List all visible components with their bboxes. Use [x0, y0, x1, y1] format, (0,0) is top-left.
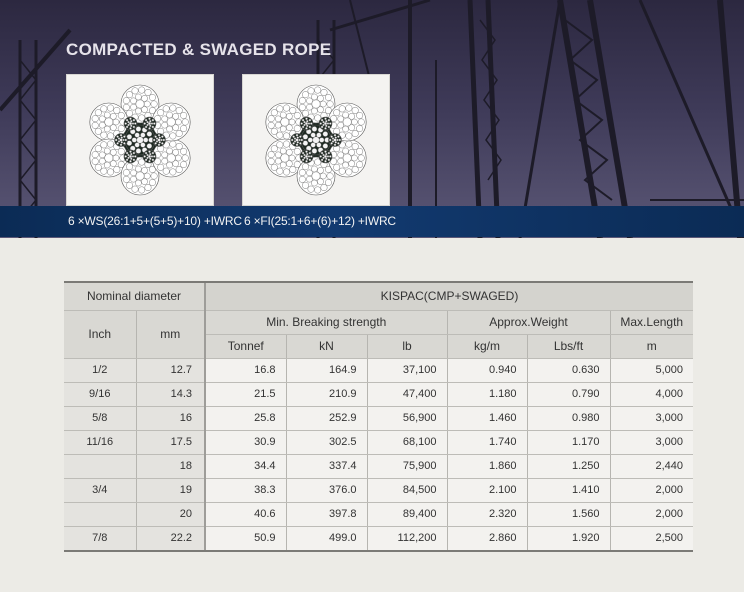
unit-kn: kN: [286, 335, 367, 359]
cell-kgm: 1.460: [447, 407, 527, 431]
cell-lb: 89,400: [367, 503, 447, 527]
cell-kgm: 1.740: [447, 431, 527, 455]
cell-lbsft: 1.250: [527, 455, 610, 479]
table-row: [64, 383, 693, 407]
rope-fi-icon: [243, 75, 389, 205]
cell-tonnef: 30.9: [205, 431, 286, 455]
header-product: KISPAC(CMP+SWAGED): [205, 282, 693, 311]
spec-table: [64, 281, 693, 552]
rope-cross-section-fi: [242, 74, 390, 206]
cell-inch: 7/8: [64, 527, 136, 552]
cell-mm: 19: [136, 479, 205, 503]
unit-m: m: [610, 335, 693, 359]
cell-lb: 84,500: [367, 479, 447, 503]
cell-tonnef: 38.3: [205, 479, 286, 503]
cell-lbsft: 0.630: [527, 359, 610, 383]
cell-lbsft: 0.790: [527, 383, 610, 407]
cell-tonnef: 40.6: [205, 503, 286, 527]
table-row: [64, 431, 693, 455]
cell-max-length: 2,000: [610, 479, 693, 503]
header-max-length: Max.Length: [610, 311, 693, 335]
cell-max-length: 2,440: [610, 455, 693, 479]
hero-title: COMPACTED & SWAGED ROPE: [66, 40, 332, 59]
cell-mm: 22.2: [136, 527, 205, 552]
cell-tonnef: 21.5: [205, 383, 286, 407]
rope-caption-fi: 6 ×FI(25:1+6+(6)+12) +IWRC: [244, 214, 396, 228]
cell-kgm: 2.320: [447, 503, 527, 527]
header-breaking-strength: Min. Breaking strength: [205, 311, 447, 335]
cell-inch: [64, 503, 136, 527]
cell-tonnef: 16.8: [205, 359, 286, 383]
cell-kn: 397.8: [286, 503, 367, 527]
cell-tonnef: 50.9: [205, 527, 286, 552]
cell-mm: 12.7: [136, 359, 205, 383]
cell-inch: 3/4: [64, 479, 136, 503]
header-mm: mm: [136, 311, 205, 359]
cell-lbsft: 1.920: [527, 527, 610, 552]
cell-lbsft: 1.410: [527, 479, 610, 503]
cell-inch: [64, 455, 136, 479]
cell-mm: 16: [136, 407, 205, 431]
table-row: [64, 359, 693, 383]
cell-max-length: 2,500: [610, 527, 693, 552]
unit-lb: lb: [367, 335, 447, 359]
cell-kgm: 2.860: [447, 527, 527, 552]
cell-max-length: 4,000: [610, 383, 693, 407]
rope-ws-icon: [67, 75, 213, 205]
cell-tonnef: 34.4: [205, 455, 286, 479]
cell-lb: 75,900: [367, 455, 447, 479]
rope-cross-section-ws: [66, 74, 214, 206]
header-inch: Inch: [64, 311, 136, 359]
cell-kgm: 1.860: [447, 455, 527, 479]
cell-mm: 20: [136, 503, 205, 527]
cell-kgm: 2.100: [447, 479, 527, 503]
table-row: [64, 479, 693, 503]
table-row: [64, 455, 693, 479]
cell-lb: 56,900: [367, 407, 447, 431]
header-nominal-diameter: Nominal diameter: [64, 282, 205, 311]
cell-inch: 5/8: [64, 407, 136, 431]
cell-inch: 9/16: [64, 383, 136, 407]
cell-kn: 499.0: [286, 527, 367, 552]
unit-lbsft: Lbs/ft: [527, 335, 610, 359]
cell-kn: 164.9: [286, 359, 367, 383]
cell-lb: 47,400: [367, 383, 447, 407]
table-row: [64, 503, 693, 527]
cell-lbsft: 1.170: [527, 431, 610, 455]
cell-kgm: 1.180: [447, 383, 527, 407]
cell-kgm: 0.940: [447, 359, 527, 383]
hero-banner: [0, 0, 744, 238]
cell-lb: 37,100: [367, 359, 447, 383]
cell-lb: 112,200: [367, 527, 447, 552]
cell-max-length: 2,000: [610, 503, 693, 527]
rope-caption-ws: 6 ×WS(26:1+5+(5+5)+10) +IWRC: [68, 214, 242, 228]
unit-kgm: kg/m: [447, 335, 527, 359]
cell-inch: 1/2: [64, 359, 136, 383]
cell-mm: 17.5: [136, 431, 205, 455]
cell-lb: 68,100: [367, 431, 447, 455]
cell-inch: 11/16: [64, 431, 136, 455]
table-row: [64, 527, 693, 552]
cell-tonnef: 25.8: [205, 407, 286, 431]
cell-max-length: 3,000: [610, 431, 693, 455]
cell-kn: 210.9: [286, 383, 367, 407]
unit-tonnef: Tonnef: [205, 335, 286, 359]
cell-max-length: 5,000: [610, 359, 693, 383]
cell-lbsft: 1.560: [527, 503, 610, 527]
cell-mm: 18: [136, 455, 205, 479]
cell-mm: 14.3: [136, 383, 205, 407]
cell-kn: 337.4: [286, 455, 367, 479]
cell-kn: 252.9: [286, 407, 367, 431]
cell-kn: 376.0: [286, 479, 367, 503]
cell-lbsft: 0.980: [527, 407, 610, 431]
table-row: [64, 407, 693, 431]
cell-kn: 302.5: [286, 431, 367, 455]
header-approx-weight: Approx.Weight: [447, 311, 610, 335]
cell-max-length: 3,000: [610, 407, 693, 431]
